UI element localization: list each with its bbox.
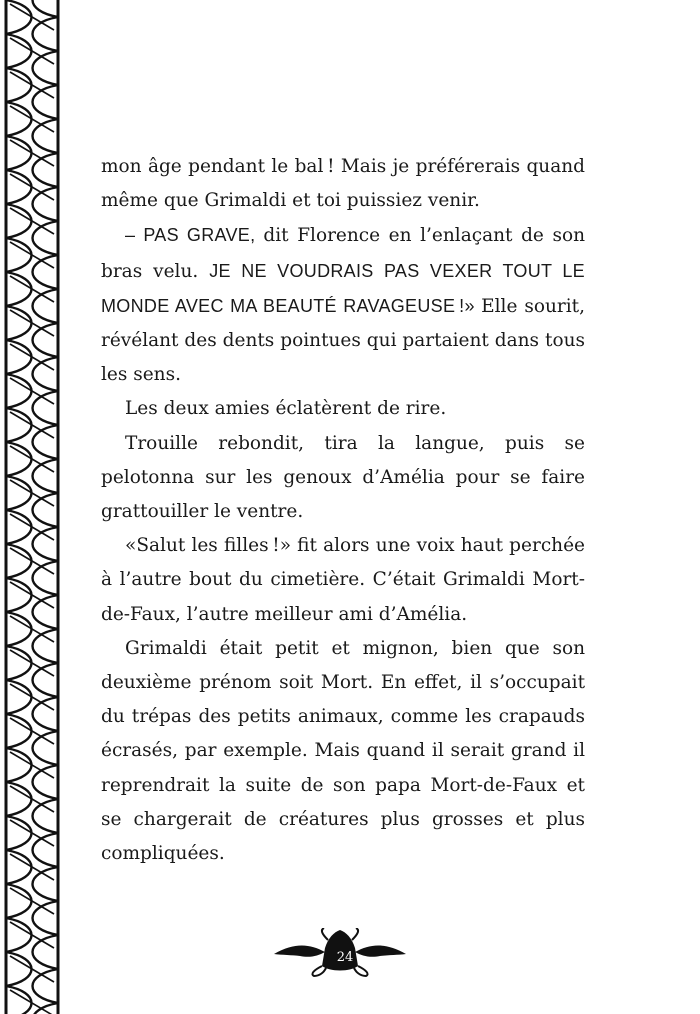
text-segment-caps: JE NE VOUDRAIS PAS VEXER TOUT LE MONDE AVEC MA BEAUTÉ RAVAGEUSE !» (101, 260, 585, 316)
paragraph-5 (101, 529, 585, 632)
text-segment: Les deux amies éclatèrent de rire. (125, 398, 447, 420)
celtic-knot-border-icon (0, 0, 66, 1014)
text-segment: «Salut les filles !» fit alors une voix haut perchée à l’autre bout du cimetière. C’était Grimaldi Mort-de-Faux, l’autre meilleur ami d’Amélia. (101, 535, 585, 625)
book-text (101, 150, 585, 871)
paragraph-3 (101, 392, 585, 426)
paragraph-2 (101, 218, 585, 392)
text-segment: Trouille rebondit, tira la langue, puis se pelotonna sur les genoux d’Amélia pour se faire grattouiller le ventre. (101, 432, 585, 523)
page-number: 24 (336, 950, 354, 965)
text-segment: dit Florence en l’enlaçant de son bras velu. (101, 225, 585, 282)
paragraph-4 (101, 427, 585, 530)
text-segment-caps: – PAS GRAVE, (125, 225, 264, 246)
text-segment: mon âge pendant le bal ! Mais je préférerais quand même que Grimaldi et toi puissiez venir. (101, 156, 585, 212)
paragraph-1 (101, 150, 585, 218)
text-segment: Grimaldi était petit et mignon, bien que son deuxième prénom soit Mort. En effet, il s’occupait du trépas des petits animaux, comme les crapauds écrasés, par exemple. Mais quand il serait grand il reprendrait la suite de son papa Mort-de-Faux et se chargerait de créatures plus grosses et plus compliquées. (101, 637, 585, 865)
text-segment: Elle sourit, révélant des dents pointues qui partaient dans tous les sens. (101, 295, 585, 386)
paragraph-6 (101, 632, 585, 871)
